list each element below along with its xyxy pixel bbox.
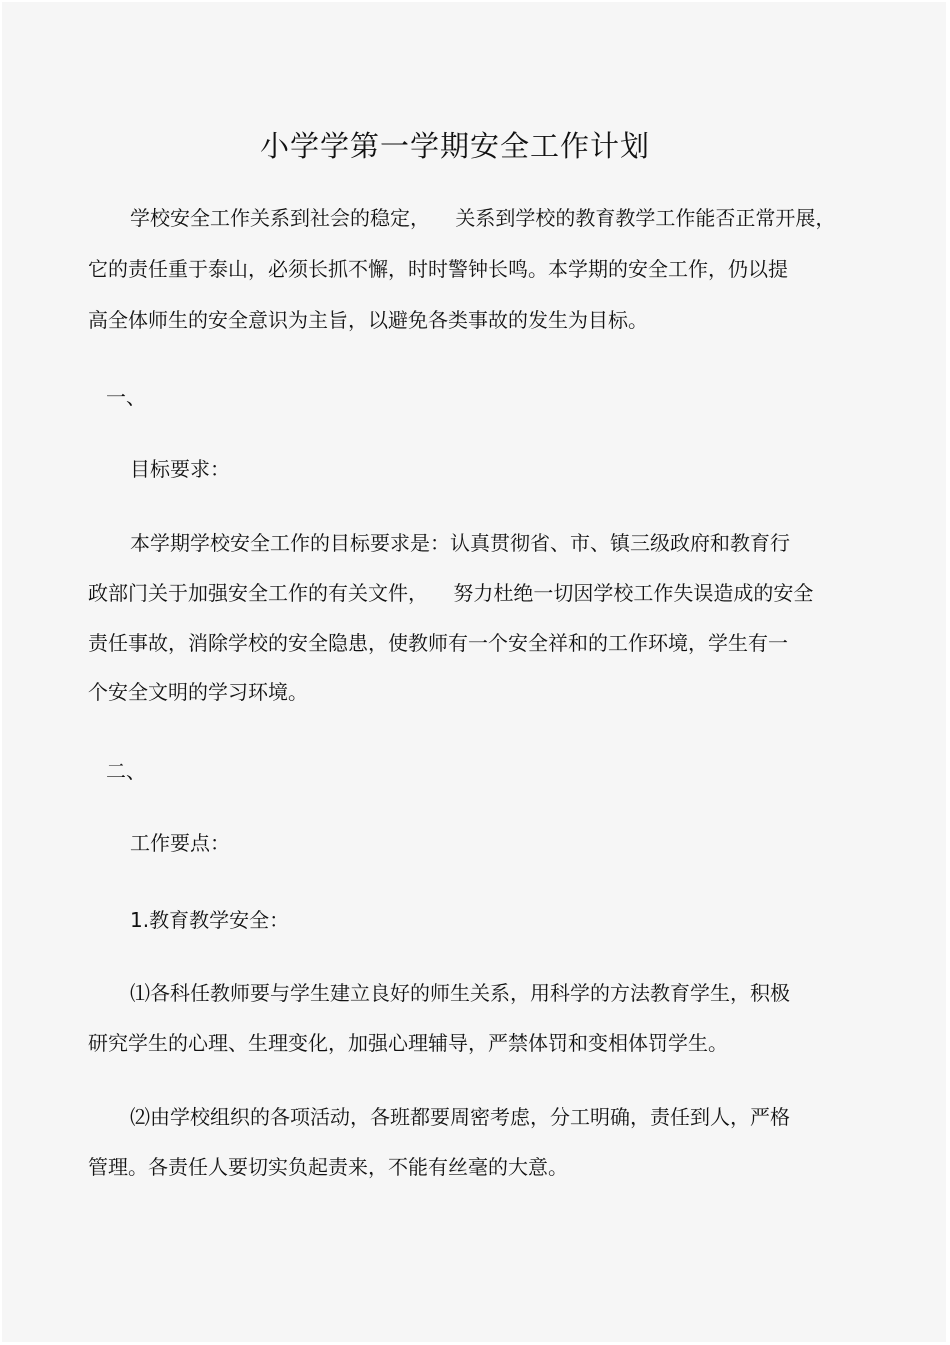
section-one-number: 一、 <box>106 385 146 409</box>
item-2-line-2: 管理。各责任人要切实负起责来，不能有丝毫的大意。 <box>88 1155 568 1179</box>
goal-line-1: 本学期学校安全工作的目标要求是：认真贯彻省、市、镇三级政府和教育行 <box>130 531 790 555</box>
goal-line-2: 政部门关于加强安全工作的有关文件， 努力杜绝一切因学校工作失误造成的安全 <box>88 581 814 605</box>
document-title: 小学学第一学期安全工作计划 <box>259 129 650 163</box>
intro-line-1: 学校安全工作关系到社会的稳定， 关系到学校的教育教学工作能否正常开展， <box>130 206 836 230</box>
section-two-heading: 工作要点： <box>130 831 230 855</box>
document-page <box>2 2 946 1342</box>
item-1-line-1: ⑴各科任教师要与学生建立良好的师生关系，用科学的方法教育学生，积极 <box>130 981 790 1005</box>
section-one-heading: 目标要求： <box>130 457 230 481</box>
goal-line-4: 个安全文明的学习环境。 <box>88 680 308 704</box>
goal-line-3: 责任事故，消除学校的安全隐患，使教师有一个安全祥和的工作环境，学生有一 <box>88 631 788 655</box>
section-two-number: 二、 <box>106 759 146 783</box>
intro-line-2: 它的责任重于泰山，必须长抓不懈，时时警钟长鸣。本学期的安全工作，仍以提 <box>88 257 788 281</box>
item-2-line-1: ⑵由学校组织的各项活动，各班都要周密考虑，分工明确，责任到人，严格 <box>130 1105 790 1129</box>
item-1-line-2: 研究学生的心理、生理变化，加强心理辅导，严禁体罚和变相体罚学生。 <box>88 1031 728 1055</box>
subsection-heading: 1.教育教学安全： <box>130 908 290 932</box>
intro-line-3: 高全体师生的安全意识为主旨，以避免各类事故的发生为目标。 <box>88 308 648 332</box>
